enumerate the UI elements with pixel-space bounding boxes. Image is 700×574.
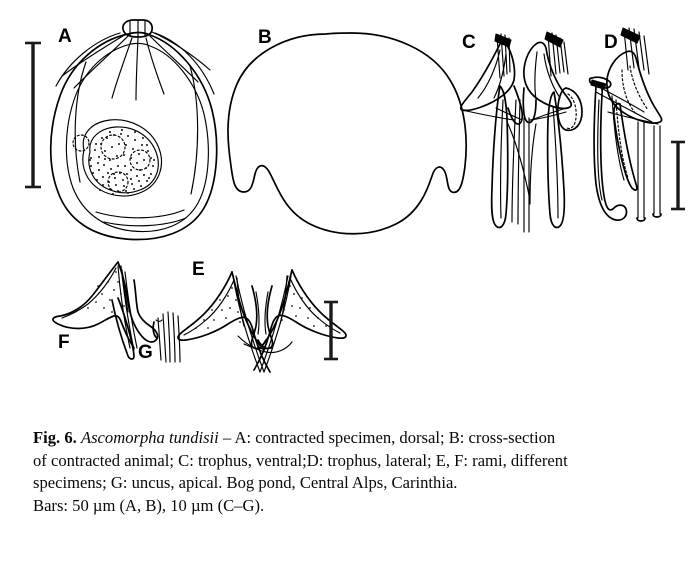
- panel-label-b: B: [258, 27, 272, 48]
- panel-label-c: C: [462, 32, 476, 53]
- caption-line-3: specimens; G: uncus, apical. Bog pond, Central Alps, Carinthia.: [33, 473, 458, 492]
- scale-bar-a: [25, 42, 41, 188]
- caption-line-1-rest: A: contracted specimen, dorsal; B: cross-section: [234, 428, 556, 447]
- panel-a-drawing: [51, 20, 217, 240]
- caption-line-2: of contracted animal; C: trophus, ventral;D: trophus, lateral; E, F: rami, different: [33, 450, 568, 470]
- scale-bar-d: [671, 141, 685, 210]
- caption-line-4: Bars: 50 µm (A, B), 10 µm (C–G).: [33, 495, 265, 515]
- panel-label-d: D: [604, 32, 618, 53]
- panel-c-drawing: [461, 32, 582, 232]
- panel-d-drawing: [590, 28, 662, 221]
- panel-b-drawing: [228, 33, 466, 234]
- species-name: Ascomorpha tundisii: [80, 428, 219, 447]
- figure-number: Fig. 6.: [33, 428, 77, 447]
- panel-label-f: F: [58, 332, 70, 353]
- panel-label-g: G: [138, 342, 153, 363]
- caption-dash: –: [218, 428, 235, 447]
- panel-label-a: A: [58, 26, 72, 47]
- panel-label-e: E: [192, 259, 205, 280]
- panel-e-drawing: [178, 270, 346, 372]
- figure-caption: [33, 427, 673, 517]
- caption-line-1: [33, 427, 673, 450]
